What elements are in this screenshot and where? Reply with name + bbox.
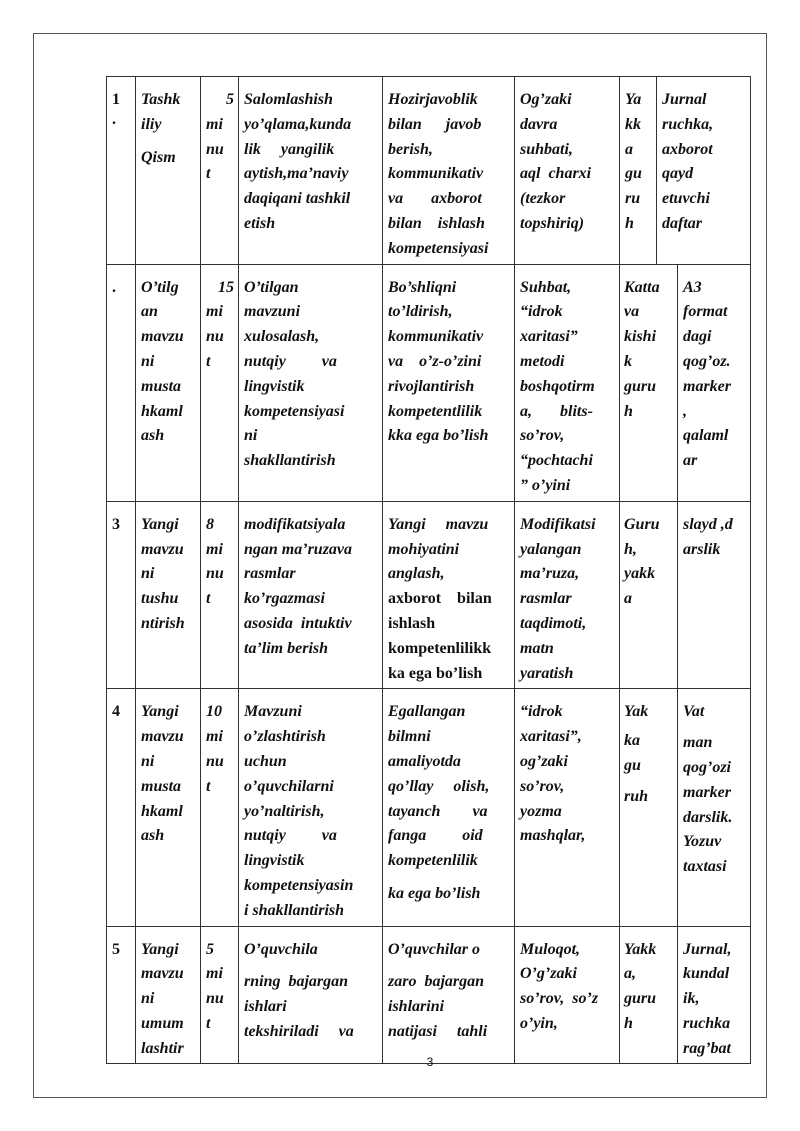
cell-line: to’ldirish, bbox=[388, 303, 453, 321]
cell-line: tayanch va bbox=[388, 802, 488, 820]
cell-line: xaritasi” bbox=[520, 328, 578, 346]
cell-line: o’zlashtirish bbox=[244, 728, 326, 746]
cell-line: va axborot bbox=[388, 190, 482, 208]
cell-line: mavzu bbox=[141, 540, 184, 558]
cell-line: etish bbox=[244, 214, 276, 232]
cell-line: Suhbat, bbox=[520, 278, 572, 296]
cell-line: O’tilgan bbox=[244, 278, 299, 296]
cell-line: og’zaki bbox=[520, 752, 568, 770]
cell-line: yozma bbox=[520, 802, 562, 820]
cell-line: va o’z-o’zini bbox=[388, 352, 482, 370]
cell-line: an bbox=[141, 303, 158, 321]
cell-line: umum bbox=[141, 1014, 184, 1032]
cell-line: a bbox=[625, 140, 633, 158]
cell-line: matn bbox=[520, 639, 554, 657]
cell-line: Yakk bbox=[624, 940, 657, 958]
cell-line: 1 bbox=[112, 91, 120, 108]
stage-cell bbox=[136, 501, 201, 689]
method-cell bbox=[515, 77, 620, 265]
cell-line: kk bbox=[625, 115, 641, 133]
cell-line: darslik. bbox=[683, 808, 733, 826]
cell-line: musta bbox=[141, 377, 182, 395]
cell-line: kompetensiyasi bbox=[388, 239, 489, 257]
cell-line: ishlash bbox=[388, 614, 436, 632]
cell-line: rning bajargan bbox=[244, 973, 349, 991]
cell-line: “pochtachi bbox=[520, 452, 593, 470]
cell-line: axborot bilan bbox=[388, 590, 492, 608]
form-cell bbox=[620, 77, 656, 239]
time-cell bbox=[201, 264, 239, 501]
cell-line: aql charxi bbox=[520, 165, 592, 183]
cell-line: Og’zaki bbox=[520, 91, 572, 108]
cell-line: aytish,ma’naviy bbox=[244, 165, 349, 183]
cell-line: marker bbox=[683, 783, 731, 801]
page-number: 3 bbox=[426, 1055, 434, 1069]
cell-line: topshiriq) bbox=[520, 214, 585, 232]
cell-line: ash bbox=[141, 827, 165, 845]
cell-line: yo’qlama,kunda bbox=[244, 115, 352, 133]
cell-line: lingvistik bbox=[244, 377, 305, 395]
tools-cell bbox=[678, 689, 751, 926]
form-cell bbox=[620, 501, 678, 689]
cell-line: Vat bbox=[683, 703, 705, 721]
teacher-activity-cell bbox=[239, 926, 383, 1064]
competence-cell bbox=[383, 926, 515, 1064]
cell-line: Qism bbox=[141, 148, 176, 166]
cell-line: hkaml bbox=[141, 402, 183, 420]
cell-line: qog’ozi bbox=[683, 758, 731, 776]
cell-line: xaritasi”, bbox=[520, 728, 582, 746]
cell-line: zaro bajargan bbox=[388, 973, 485, 991]
cell-line: tushu bbox=[141, 590, 179, 608]
cell-line: O’quvchilar o bbox=[388, 940, 480, 958]
time-cell bbox=[201, 926, 239, 1064]
teacher-activity-cell bbox=[239, 501, 383, 689]
table-row bbox=[107, 689, 751, 926]
cell-line: 10 bbox=[206, 703, 222, 721]
row-number-cell bbox=[107, 77, 136, 265]
cell-line: O’quvchila bbox=[244, 940, 318, 958]
cell-line: rag’bat bbox=[683, 1039, 731, 1057]
cell-line: ruchka, bbox=[662, 115, 714, 133]
cell-line: rasmlar bbox=[244, 565, 296, 583]
cell-line: mavzu bbox=[141, 728, 184, 746]
row-number-cell bbox=[107, 926, 136, 1064]
method-cell bbox=[515, 501, 620, 689]
cell-line: 8 bbox=[206, 515, 214, 533]
form-cell bbox=[620, 689, 678, 926]
cell-line: gu bbox=[624, 756, 641, 774]
cell-line: Katta bbox=[624, 278, 660, 296]
cell-line: tekshiriladi va bbox=[244, 1022, 354, 1040]
cell-line: bilan ishlash bbox=[388, 214, 485, 232]
cell-line: . bbox=[112, 110, 116, 128]
cell-line: ka bbox=[624, 732, 640, 750]
cell-line: h bbox=[625, 214, 634, 232]
cell-line: mi bbox=[206, 728, 223, 746]
cell-line: taqdimoti, bbox=[520, 614, 587, 632]
cell-line: va bbox=[624, 303, 640, 321]
cell-line: a bbox=[624, 590, 632, 608]
cell-line: nutqiy va bbox=[244, 352, 337, 370]
cell-line: iliy bbox=[141, 115, 162, 133]
cell-line: ruh bbox=[624, 787, 649, 805]
cell-line: taxtasi bbox=[683, 858, 727, 876]
stage-cell bbox=[136, 926, 201, 1064]
cell-line: nu bbox=[206, 990, 224, 1008]
cell-line: t bbox=[206, 352, 211, 370]
competence-cell bbox=[383, 501, 515, 689]
cell-line: musta bbox=[141, 777, 182, 795]
teacher-activity-cell bbox=[239, 264, 383, 501]
cell-line: Yangi bbox=[141, 515, 179, 533]
cell-line: ruchka bbox=[683, 1014, 731, 1032]
cell-line: ” o’yini bbox=[520, 476, 571, 494]
cell-line: etuvchi bbox=[662, 190, 710, 208]
cell-line: Modifikatsi bbox=[520, 515, 596, 533]
cell-line: qog’oz. bbox=[683, 352, 731, 370]
row-number-cell bbox=[107, 501, 136, 689]
cell-line: mi bbox=[206, 115, 223, 133]
cell-line: yalangan bbox=[520, 540, 582, 558]
cell-line: nutqiy va bbox=[244, 827, 337, 845]
cell-line: Bo’shliqni bbox=[388, 278, 457, 296]
cell-line: qalaml bbox=[683, 427, 729, 445]
method-cell bbox=[515, 264, 620, 501]
cell-line: kommunikativ bbox=[388, 165, 484, 183]
cell-line: Tashk bbox=[141, 91, 181, 108]
teacher-activity-cell bbox=[239, 77, 383, 265]
time-cell bbox=[201, 689, 239, 926]
cell-line: 5 bbox=[226, 91, 234, 108]
method-cell bbox=[515, 689, 620, 926]
cell-line: a, bbox=[624, 965, 636, 983]
cell-line: ishlarini bbox=[388, 998, 445, 1016]
cell-line: Yangi bbox=[141, 703, 179, 721]
competence-cell bbox=[383, 77, 515, 265]
cell-line: davra bbox=[520, 115, 558, 133]
cell-line: “idrok bbox=[520, 303, 563, 321]
cell-line: guru bbox=[624, 377, 657, 395]
cell-line: rasmlar bbox=[520, 590, 572, 608]
cell-line: , bbox=[683, 402, 687, 420]
cell-line: daftar bbox=[662, 214, 702, 232]
cell-line: axborot bbox=[662, 140, 713, 158]
cell-line: Yangi bbox=[141, 940, 179, 958]
form-cell bbox=[620, 926, 678, 1064]
cell-line: kompetenlilik bbox=[388, 852, 478, 870]
cell-line: ni bbox=[244, 427, 258, 445]
cell-line: so’rov, so’z bbox=[520, 990, 599, 1008]
cell-line: 3 bbox=[112, 515, 120, 533]
cell-line: hkaml bbox=[141, 802, 183, 820]
cell-line: yo’naltirish, bbox=[244, 802, 325, 820]
cell-line: Jurnal, bbox=[683, 940, 732, 958]
tools-cell bbox=[678, 926, 751, 1064]
tools-cell bbox=[678, 264, 751, 501]
cell-line: kundal bbox=[683, 965, 730, 983]
lesson-plan-table bbox=[106, 76, 751, 1064]
cell-line: Ya bbox=[625, 91, 642, 108]
cell-line: mi bbox=[206, 965, 223, 983]
cell-line: mashqlar, bbox=[520, 827, 586, 845]
cell-line: . bbox=[112, 278, 116, 296]
cell-line: 5 bbox=[112, 940, 120, 958]
cell-line: Guru bbox=[624, 515, 660, 533]
cell-line: yakk bbox=[624, 565, 656, 583]
cell-line: berish, bbox=[388, 140, 433, 158]
cell-line: 5 bbox=[206, 940, 214, 958]
cell-line: qo’llay olish, bbox=[388, 777, 490, 795]
table-row bbox=[107, 501, 751, 689]
cell-line: mi bbox=[206, 540, 223, 558]
tools-cell bbox=[656, 77, 715, 239]
cell-line: ni bbox=[141, 990, 155, 1008]
cell-line: man bbox=[683, 734, 713, 752]
cell-line: metodi bbox=[520, 352, 565, 370]
cell-line: ru bbox=[625, 190, 641, 208]
cell-line: ko’rgazmasi bbox=[244, 590, 325, 608]
cell-line: a, blits- bbox=[520, 402, 593, 420]
cell-line: xulosalash, bbox=[244, 328, 320, 346]
cell-line: i shakllantirish bbox=[244, 901, 345, 919]
cell-line: lashtir bbox=[141, 1039, 184, 1057]
cell-line: marker bbox=[683, 377, 731, 395]
cell-line: lik yangilik bbox=[244, 140, 335, 158]
cell-line: Mavzuni bbox=[244, 703, 302, 721]
stage-cell bbox=[136, 689, 201, 926]
row-number-cell bbox=[107, 689, 136, 926]
cell-line: dagi bbox=[683, 328, 712, 346]
cell-line: ar bbox=[683, 452, 698, 470]
competence-cell bbox=[383, 689, 515, 926]
form-and-tools-cell bbox=[620, 77, 751, 265]
cell-line: o’yin, bbox=[520, 1014, 558, 1032]
cell-line: (tezkor bbox=[520, 190, 566, 208]
cell-line: boshqotirm bbox=[520, 377, 595, 395]
cell-line: 15 bbox=[218, 278, 234, 296]
cell-line: h bbox=[624, 1014, 633, 1032]
cell-line: Salomlashish bbox=[244, 91, 333, 108]
cell-line: t bbox=[206, 165, 211, 183]
cell-line: qayd bbox=[662, 165, 694, 183]
tools-cell bbox=[678, 501, 751, 689]
cell-line: Jurnal bbox=[662, 91, 707, 108]
cell-line: arslik bbox=[683, 540, 721, 558]
cell-line: uchun bbox=[244, 752, 287, 770]
stage-cell bbox=[136, 264, 201, 501]
cell-line: Hozirjavoblik bbox=[388, 91, 478, 108]
cell-line: mohiyatini bbox=[388, 540, 460, 558]
teacher-activity-cell bbox=[239, 689, 383, 926]
cell-line: kompetensiyasi bbox=[244, 402, 345, 420]
time-cell bbox=[201, 77, 239, 265]
competence-cell bbox=[383, 264, 515, 501]
cell-divider bbox=[656, 77, 657, 264]
cell-line: guru bbox=[624, 990, 657, 1008]
table-row bbox=[107, 926, 751, 1064]
time-cell bbox=[201, 501, 239, 689]
cell-line: kka ega bo’lish bbox=[388, 427, 489, 445]
cell-line: amaliyotda bbox=[388, 752, 461, 770]
cell-line: t bbox=[206, 590, 211, 608]
cell-line: slayd ,d bbox=[683, 515, 733, 533]
cell-line: Yangi mavzu bbox=[388, 515, 489, 533]
cell-line: t bbox=[206, 777, 211, 795]
cell-line: kompetensiyasin bbox=[244, 876, 354, 894]
cell-line: k bbox=[624, 352, 632, 370]
cell-line: ni bbox=[141, 565, 155, 583]
cell-line: mavzu bbox=[141, 328, 184, 346]
cell-line: nu bbox=[206, 140, 224, 158]
cell-line: ntirish bbox=[141, 614, 185, 632]
cell-line: gu bbox=[625, 165, 642, 183]
cell-line: rivojlantirish bbox=[388, 377, 475, 395]
cell-line: nu bbox=[206, 328, 224, 346]
table-row bbox=[107, 264, 751, 501]
cell-line: ishlari bbox=[244, 998, 287, 1016]
cell-line: natijasi tahli bbox=[388, 1022, 488, 1040]
cell-line: o’quvchilarni bbox=[244, 777, 334, 795]
cell-line: kompetenlilikk bbox=[388, 639, 492, 657]
cell-line: fanga oid bbox=[388, 827, 483, 845]
cell-line: A3 bbox=[683, 278, 702, 296]
cell-line: ka ega bo’lish bbox=[388, 664, 483, 682]
cell-line: yaratish bbox=[520, 664, 574, 682]
cell-line: ni bbox=[141, 352, 155, 370]
cell-line: so’rov, bbox=[520, 777, 565, 795]
cell-line: kommunikativ bbox=[388, 328, 484, 346]
cell-line: mavzuni bbox=[244, 303, 301, 321]
cell-line: asosida intuktiv bbox=[244, 614, 352, 632]
cell-line: Egallangan bbox=[388, 703, 466, 721]
cell-line: ta’lim berish bbox=[244, 639, 329, 657]
cell-line: “idrok bbox=[520, 703, 563, 721]
cell-line: kishi bbox=[624, 328, 657, 346]
cell-line: ik, bbox=[683, 990, 700, 1008]
cell-line: kompetentlilik bbox=[388, 402, 483, 420]
cell-line: h, bbox=[624, 540, 637, 558]
cell-line: shakllantirish bbox=[244, 452, 336, 470]
cell-line: suhbati, bbox=[520, 140, 573, 158]
cell-line: Yak bbox=[624, 703, 649, 721]
cell-line: format bbox=[683, 303, 728, 321]
table-row bbox=[107, 77, 751, 265]
cell-line: nu bbox=[206, 752, 224, 770]
cell-line: mi bbox=[206, 303, 223, 321]
cell-line: ka ega bo’lish bbox=[388, 884, 481, 902]
cell-line: h bbox=[624, 402, 633, 420]
cell-line: 4 bbox=[112, 703, 120, 721]
cell-line: ash bbox=[141, 427, 165, 445]
cell-line upright: anglash, bbox=[388, 565, 445, 583]
cell-line: bilmni bbox=[388, 728, 431, 746]
method-cell bbox=[515, 926, 620, 1064]
cell-line: so’rov, bbox=[520, 427, 565, 445]
form-cell bbox=[620, 264, 678, 501]
cell-line: ma’ruza, bbox=[520, 565, 580, 583]
cell-line: ni bbox=[141, 752, 155, 770]
cell-line: O’tilg bbox=[141, 278, 179, 296]
cell-line: modifikatsiyala bbox=[244, 515, 346, 533]
cell-line: Muloqot, bbox=[520, 940, 581, 958]
row-number-cell bbox=[107, 264, 136, 501]
cell-line: nu bbox=[206, 565, 224, 583]
cell-line: t bbox=[206, 1014, 211, 1032]
cell-line: mavzu bbox=[141, 965, 184, 983]
cell-line: Yozuv bbox=[683, 833, 722, 851]
cell-line: daqiqani tashkil bbox=[244, 190, 351, 208]
cell-line: lingvistik bbox=[244, 852, 305, 870]
cell-line: bilan javob bbox=[388, 115, 482, 133]
stage-cell bbox=[136, 77, 201, 265]
cell-line: O’g’zaki bbox=[520, 965, 577, 983]
cell-line: ngan ma’ruzava bbox=[244, 540, 353, 558]
